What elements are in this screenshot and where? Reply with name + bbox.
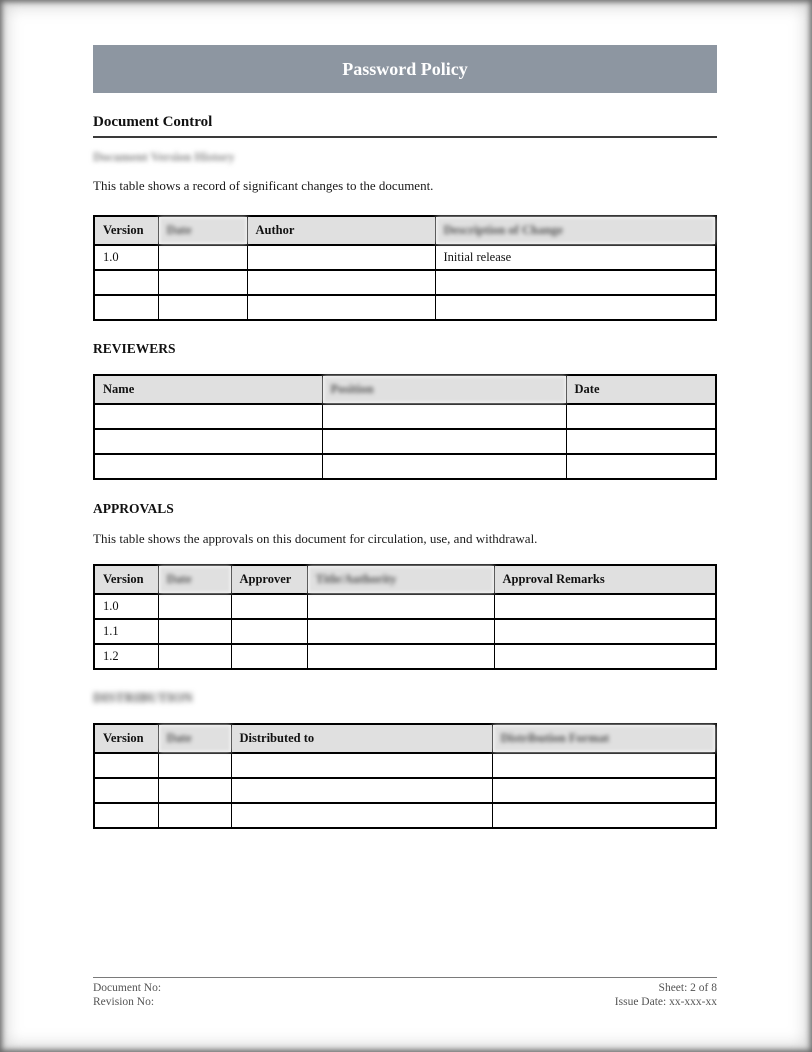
cell-author [247,295,435,320]
column-header-version: Version [94,565,158,594]
revision-no-label: Revision No: [93,996,155,1008]
table-row [94,295,716,320]
cell-approval-remarks [494,644,716,669]
cell-title-authority [307,644,494,669]
document-no-label: Document No: [93,982,162,994]
cell-version [94,778,158,803]
cell-version: 1.1 [94,619,158,644]
cell-description [435,295,716,320]
cell-version: 1.0 [94,245,158,270]
cell-name [94,404,322,429]
column-header-date-blurred: Date [158,216,247,245]
distribution-heading-blurred: DISTRIBUTION [93,690,193,705]
cell-date [158,594,231,619]
cell-version [94,270,158,295]
column-header-author: Author [247,216,435,245]
table-row [94,644,716,669]
reviewers-heading: REVIEWERS [93,341,176,356]
cell-description [435,270,716,295]
column-header-name: Name [94,375,322,404]
table-row [94,594,716,619]
cell-date [158,619,231,644]
cell-date [158,778,231,803]
column-header-approval-remarks: Approval Remarks [494,565,716,594]
cell-version [94,753,158,778]
cell-title-authority [307,619,494,644]
cell-position [322,429,566,454]
table-row [94,778,716,803]
cell-distributed-to [231,753,492,778]
column-header-distributed-to: Distributed to [231,724,492,753]
column-header-description-blurred: Description of Change [435,216,716,245]
cell-approver [231,594,307,619]
column-header-version: Version [94,724,158,753]
cell-version [94,295,158,320]
table-row [94,245,716,270]
version-history-table [93,215,717,321]
column-header-approver: Approver [231,565,307,594]
column-header-position-blurred: Position [322,375,566,404]
cell-distributed-to [231,778,492,803]
table-row [94,454,716,479]
cell-position [322,404,566,429]
cell-name [94,429,322,454]
column-header-date-blurred: Date [158,565,231,594]
approvals-table [93,564,717,670]
table-row [94,404,716,429]
subheading-version-history-blurred: Document Version History [93,150,235,164]
cell-distribution-format [492,803,716,828]
table-header-row [94,216,716,245]
issue-date-label: Issue Date: xx-xxx-xx [614,996,717,1008]
title-banner [93,45,717,93]
table-row [94,270,716,295]
footer [93,977,717,1009]
cell-version [94,803,158,828]
cell-title-authority [307,594,494,619]
table-row [94,429,716,454]
table-row [94,753,716,778]
cell-version: 1.0 [94,594,158,619]
cell-date [158,295,247,320]
cell-date [158,270,247,295]
cell-description: Initial release [435,245,716,270]
sheet-label: Sheet: 2 of 8 [658,982,717,994]
reviewers-table [93,374,717,480]
cell-author [247,245,435,270]
cell-date [566,454,716,479]
cell-name [94,454,322,479]
cell-approver [231,619,307,644]
cell-version: 1.2 [94,644,158,669]
cell-distributed-to [231,803,492,828]
cell-date [158,753,231,778]
page-title: Password Policy [342,58,468,79]
cell-position [322,454,566,479]
column-header-distribution-format-blurred: Distribution Format [492,724,716,753]
cell-date [158,245,247,270]
version-history-intro: This table shows a record of significant changes to the document. [93,178,434,193]
cell-approval-remarks [494,619,716,644]
cell-distribution-format [492,753,716,778]
column-header-date: Date [566,375,716,404]
cell-date [158,644,231,669]
column-header-version: Version [94,216,158,245]
table-row [94,619,716,644]
approvals-intro: This table shows the approvals on this document for circulation, use, and withdrawal. [93,531,538,546]
cell-approver [231,644,307,669]
table-header-row [94,375,716,404]
cell-approval-remarks [494,594,716,619]
column-header-title-authority-blurred: Title/Authority [307,565,494,594]
distribution-table [93,723,717,829]
table-header-row [94,565,716,594]
approvals-heading: APPROVALS [93,501,174,516]
cell-date [566,429,716,454]
section-heading-document-control: Document Control [93,114,717,138]
column-header-date-blurred: Date [158,724,231,753]
cell-date [158,803,231,828]
cell-author [247,270,435,295]
cell-date [566,404,716,429]
table-header-row [94,724,716,753]
cell-distribution-format [492,778,716,803]
page-content [93,0,717,829]
table-row [94,803,716,828]
